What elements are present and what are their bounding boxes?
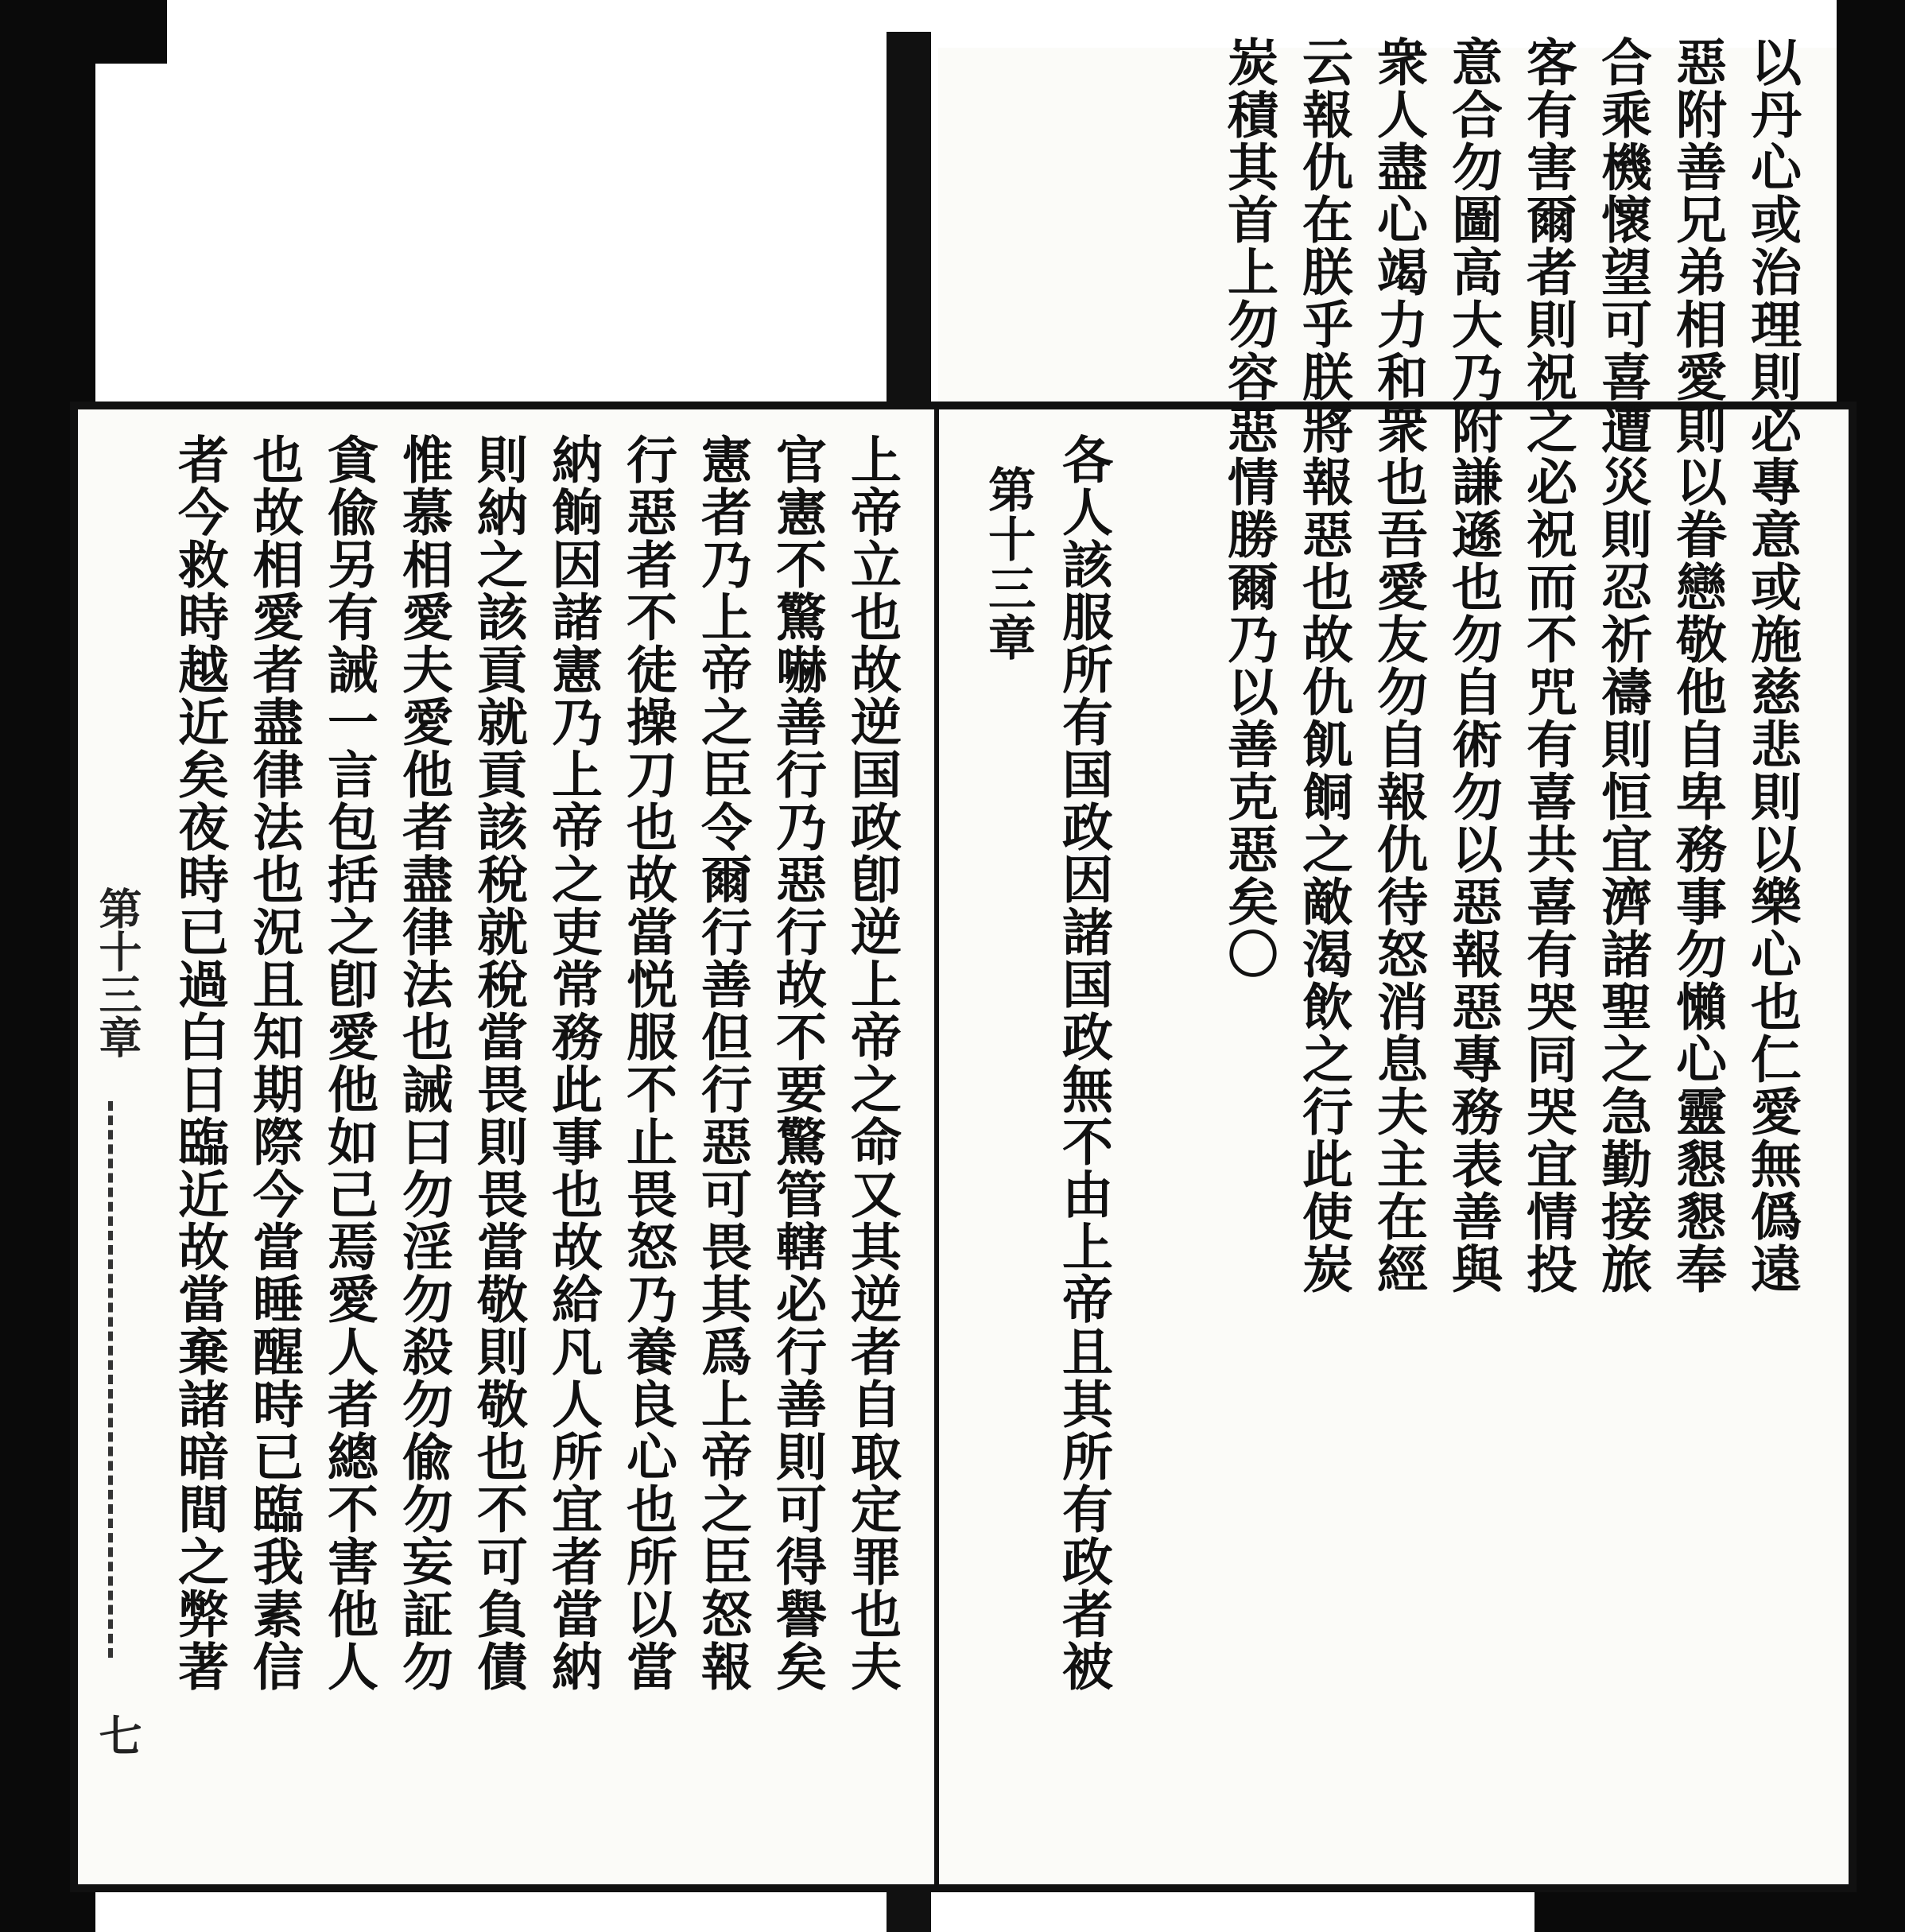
text-column: 意合勿圖高大乃附謙遜也勿自術勿以惡報惡專務表善與 [1443, 36, 1503, 1295]
text-column: 衆人盡心竭力和衆也吾愛友勿自報仇待怒消息夫主在經 [1368, 36, 1428, 1295]
text-column: 以丹心或治理則必專意或施慈悲則以樂心也仁愛無僞遠 [1742, 36, 1802, 1295]
text-column: 炭積其首上勿容惡情勝爾乃以善克惡矣〇 [1219, 36, 1278, 980]
text-column: 合乘機懷望可喜遭災則忍祈禱則恒宜濟諸聖之急勤接旅 [1593, 36, 1652, 1295]
text-column: 憲者乃上帝之臣令爾行善但行惡可畏其爲上帝之臣怒報 [693, 433, 752, 1693]
text-column: 者今救時越近矣夜時已過白日臨近故當棄諸暗間之弊著 [169, 433, 229, 1693]
text-column: 則納之該貢就貢該稅就稅當畏則畏當敬則敬也不可負債 [468, 433, 528, 1693]
right-page-chapter [971, 433, 1120, 1693]
text-column: 納餉因諸憲乃上帝之吏常務此事也故給凡人所宜者當納 [543, 433, 603, 1693]
text-column: 惡附善兄弟相愛則以眷戀敬他自卑務事勿懶心靈懇懇奉 [1667, 36, 1727, 1295]
text-column: 客有害爾者則祝之必祝而不咒有喜共喜有哭同哭宜情投 [1518, 36, 1577, 1295]
text-column: 行惡者不徒操刀也故當悦服不止畏怒乃養良心也所以當 [618, 433, 677, 1693]
text-column: 云報仇在朕乎朕將報惡也故仇飢餇之敵渴飲之行此使炭 [1294, 36, 1353, 1295]
right-page-text-upper [1211, 36, 1809, 1295]
folio-page-number: 七 [92, 1713, 143, 1756]
folio-dashed-rule [108, 1101, 113, 1658]
right-page [934, 36, 1857, 1892]
text-column: 官憲不驚嚇善行乃惡行故不要驚管轄必行善則可得譽矣 [767, 433, 827, 1693]
text-column: 貪偸另有誡一言包括之卽愛他如己焉愛人者總不害他人 [319, 433, 378, 1693]
left-page [70, 402, 964, 1892]
top-left-shadow [0, 0, 167, 64]
text-column: 上帝立也故逆国政卽逆上帝之命又其逆者自取定罪也夫 [842, 433, 902, 1693]
chapter-heading: 第十三章 [980, 465, 1036, 662]
text-column: 惟慕相愛夫愛他者盡律法也誡曰勿淫勿殺勿偸勿妄証勿 [394, 433, 453, 1693]
text-column: 各人該服所有国政因諸国政無不由上帝且其所有政者被 [1053, 433, 1113, 1693]
left-page-text [161, 433, 909, 1693]
folio-chapter-label: 第十三章 [92, 886, 143, 1058]
text-column: 也故相愛者盡律法也況且知期際今當睡醒時已臨我素信 [244, 433, 304, 1693]
